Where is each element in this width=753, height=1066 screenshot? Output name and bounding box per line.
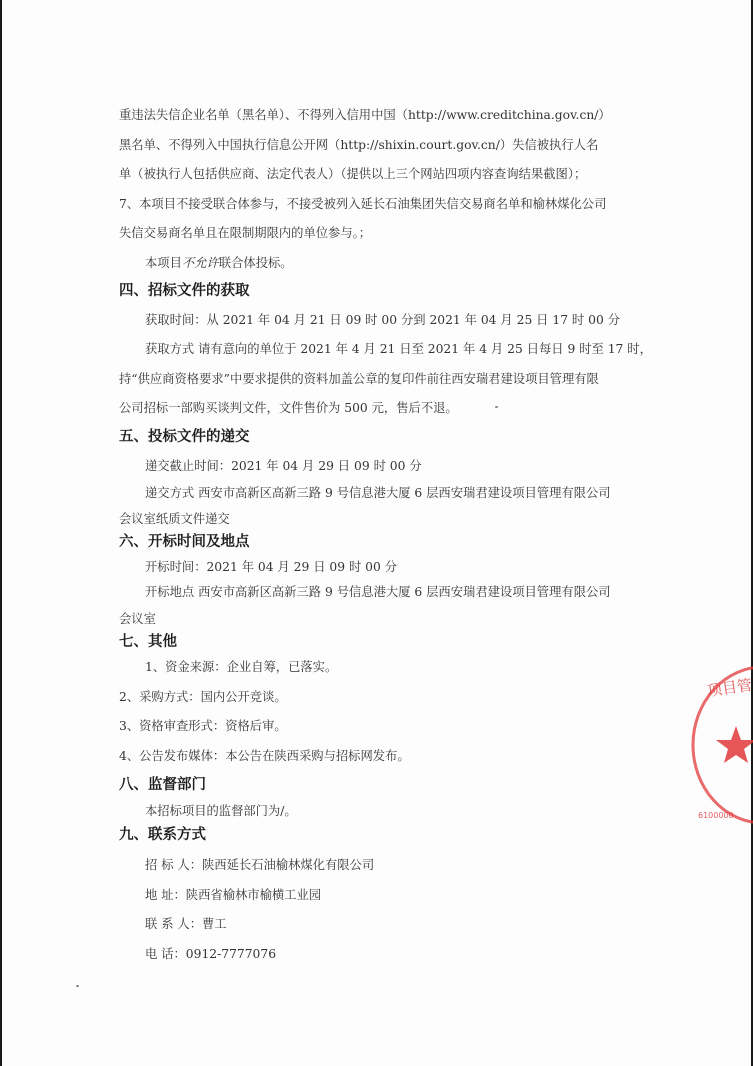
body-line: 失信交易商名单且在限制期限内的单位参与。； <box>119 226 372 240</box>
seal-top-text: 项目管 <box>706 675 753 700</box>
s7-item: 2、采购方式：国内公开竞谈。 <box>119 690 287 704</box>
body-line: 重违法失信企业名单（黑名单）、不得列入信用中国（http://www.creditchina.gov.cn/） <box>119 108 611 122</box>
section-9-heading: 九、联系方式 <box>119 827 206 843</box>
s6-place-line: 会议室 <box>119 612 156 626</box>
seal-bottom-text: 6100000 <box>698 811 734 820</box>
s8-text: 本招标项目的监督部门为/。 <box>145 804 297 818</box>
section-4-heading: 四、招标文件的获取 <box>119 283 250 299</box>
section-6-heading: 六、开标时间及地点 <box>119 534 250 550</box>
body-line: 单（被执行人包括供应商、法定代表人）（提供以上三个网站四项内容查询结果截图）； <box>119 167 587 181</box>
seal-graphic <box>688 660 753 830</box>
s4-method-line: 持“供应商资格要求”中要求提供的资料加盖公章的复印件前往西安瑞君建设项目管理有限 <box>119 372 599 386</box>
s5-method-line: 会议室纸质文件递交 <box>119 512 230 526</box>
s6-place-line: 开标地点 西安市高新区高新三路 9 号信息港大厦 6 层西安瑞君建设项目管理有限公司 <box>145 585 611 599</box>
consortium-emphasis: 不允许 <box>181 256 219 270</box>
section-7-heading: 七、其他 <box>119 634 177 650</box>
s9-address: 地 址：陕西省榆林市榆横工业园 <box>145 888 322 902</box>
s5-method-line: 递交方式 西安市高新区高新三路 9 号信息港大厦 6 层西安瑞君建设项目管理有限公司 <box>145 486 611 500</box>
seal-star-icon <box>716 726 753 763</box>
s7-item: 4、公告发布媒体：本公告在陕西采购与招标网发布。 <box>119 749 410 763</box>
s9-phone: 电 话：0912-7777076 <box>145 947 277 961</box>
s9-contact: 联 系 人：曹工 <box>145 917 227 931</box>
page-left-edge <box>0 0 2 1066</box>
consortium-prefix: 本项目 <box>145 256 182 270</box>
s4-method-line: 公司招标一部购买谈判文件，文件售价为 500 元，售后不退。 <box>119 401 458 415</box>
s4-time: 获取时间：从 2021 年 04 月 21 日 09 时 00 分到 2021 年 04 月 25 日 17 时 00 分 <box>145 313 620 327</box>
s5-deadline: 递交截止时间：2021 年 04 月 29 日 09 时 00 分 <box>145 459 422 473</box>
s9-tenderer: 招 标 人：陕西延长石油榆林煤化有限公司 <box>145 858 375 872</box>
scan-speck <box>495 406 498 408</box>
s7-item: 3、资格审查形式：资格后审。 <box>119 719 287 733</box>
section-8-heading: 八、监督部门 <box>119 777 206 793</box>
s7-item: 1、资金来源：企业自筹，已落实。 <box>145 660 338 674</box>
scan-speck <box>76 985 79 987</box>
body-line: 黑名单、不得列入中国执行信息公开网（http://shixin.court.gov.cn/）失信被执行人名 <box>119 138 599 152</box>
consortium-line <box>145 255 293 271</box>
official-seal <box>688 660 753 830</box>
body-line: 7、本项目不接受联合体参与，不接受被列入延长石油集团失信交易商名单和榆林煤化公司 <box>119 197 607 211</box>
section-5-heading: 五、投标文件的递交 <box>119 429 250 445</box>
s4-method-line: 获取方式 请有意向的单位于 2021 年 4 月 21 日至 2021 年 4 月 25 日每日 9 时至 17 时， <box>145 342 652 356</box>
s6-time: 开标时间：2021 年 04 月 29 日 09 时 00 分 <box>145 560 398 574</box>
consortium-suffix: 联合体投标。 <box>218 256 293 270</box>
